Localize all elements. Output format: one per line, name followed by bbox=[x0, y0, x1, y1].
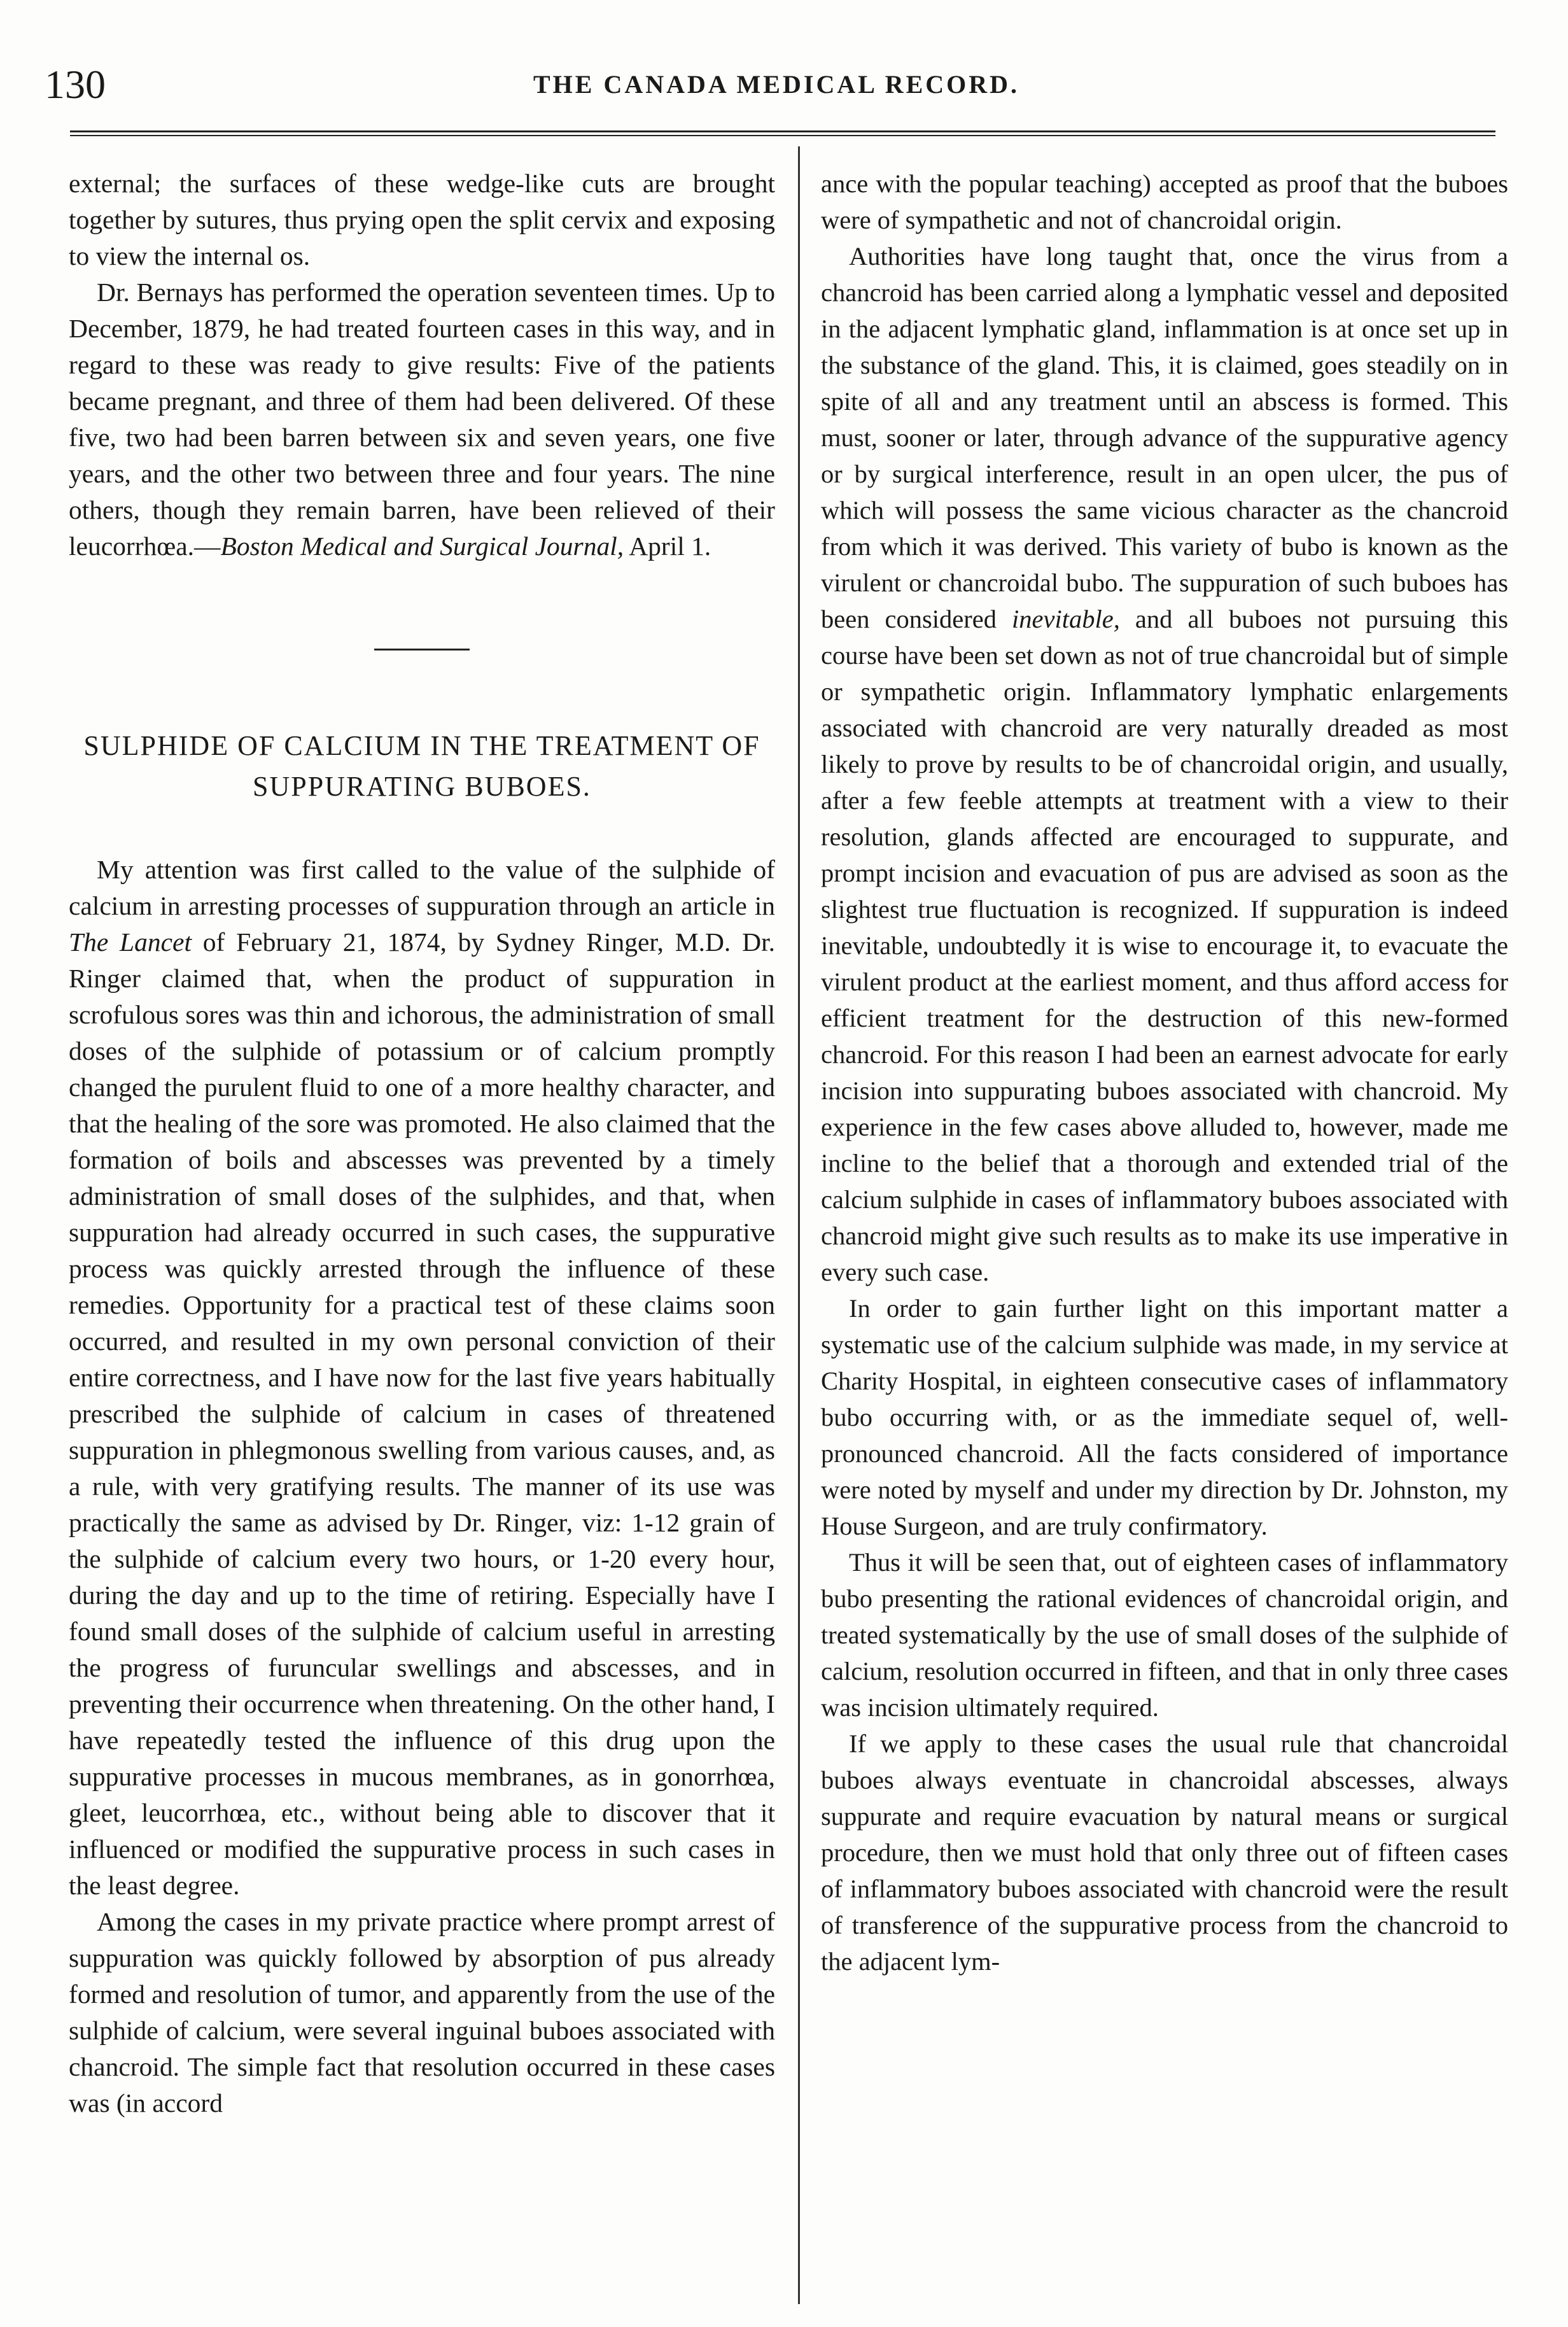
right-column bbox=[821, 165, 1508, 1979]
running-title: THE CANADA MEDICAL RECORD. bbox=[533, 70, 1020, 99]
section-separator bbox=[374, 649, 470, 650]
paragraph: If we apply to these cases the usual rule that chancroidal buboes always eventuate in chancroidal abscesses, always suppurate and require evacuation by natural means or surgical procedure, then we must hold that only three out of fifteen cases of inflammatory buboes associated with chancroid were the result of transference of the suppurative process from the chancroid to the adjacent lym- bbox=[821, 1729, 1508, 1976]
paragraph-text: Authorities have long taught that, once the virus from a chancroid has been carried along a lymphatic vessel and deposited in the adjacent lymphatic gland, inflammation is at once set up in the substance of the gland. This, it is claimed, goes steadily on in spite of all and any treatment until an abscess is formed. This must, sooner or later, through advance of the suppurative agency or by surgical interference, result in an open ulcer, the pus of which will possess the same vicious character as the chancroid from which it was derived. This variety of bubo is known as the virulent or chancroidal bubo. The suppuration of such buboes has been considered bbox=[821, 242, 1508, 633]
paragraph: Thus it will be seen that, out of eighteen cases of inflammatory bubo presenting the rational evidences of chancroidal origin, and treated systematically by the use of small doses of the sulphide of calcium, resolution occurred in fifteen, and that in only three cases was incision ultimately required. bbox=[821, 1548, 1508, 1722]
page-header bbox=[45, 56, 1508, 113]
paragraph: In order to gain further light on this important matter a systematic use of the calcium sulphide was made, in my service at Charity Hospital, in eighteen consecutive cases of inflammatory bubo occurring with, or as the immediate sequel of, well-pronounced chancroid. All the facts considered of importance were noted by myself and under my direction by Dr. Johnston, my House Surgeon, and are truly confirmatory. bbox=[821, 1294, 1508, 1540]
citation: Boston Medical and Surgical Journal, bbox=[220, 531, 624, 561]
left-column bbox=[69, 165, 775, 2121]
journal-name: The Lancet bbox=[69, 927, 192, 957]
paragraph bbox=[821, 238, 1508, 1290]
citation-date: April 1. bbox=[624, 531, 711, 561]
page-number: 130 bbox=[45, 62, 106, 107]
column-divider bbox=[798, 146, 800, 2304]
emphasis: inevitable, bbox=[1012, 605, 1120, 633]
paragraph-text: and all buboes not pursuing this course have been set down as not of true chancroidal but of simple or sympathetic origin. Inflammatory lymphatic enlargements associated with chancroid are very naturally dreaded as most likely to prove by results to be of chancroidal origin, and usually, after a few feeble attempts at treatment with a view to their resolution, glands affected are encouraged to suppurate, and prompt incision and evacuation of pus are advised as soon as the slightest true fluctuation is recognized. If suppuration is indeed inevitable, undoubtedly it is wise to encourage it, to evacuate the virulent product at the earliest moment, and thus afford access for efficient treatment for the destruction of this new-formed chancroid. For this reason I had been an earnest advocate for early incision into suppurating buboes associated with chancroid. My experience in the few cases above alluded to, however, made me incline to the belief that a thorough and extended trial of the calcium sulphide in cases of inflammatory buboes associated with chancroid might give such results as to make its use imperative in every such case. bbox=[821, 605, 1508, 1286]
paragraph-text: Dr. Bernays has performed the operation seventeen times. Up to December, 1879, he had treated fourteen cases in this way, and in regard to these was ready to give results: Five of the patients became pregnant, and three of them had been delivered. Of these five, two had been barren between six and seven years, one five years, and the other two between three and four years. The nine others, though they remain barren, have been relieved of their leucorrhœa.— bbox=[69, 278, 775, 561]
paragraph: external; the surfaces of these wedge-like cuts are brought together by sutures, thus prying open the split cervix and exposing to view the internal os. bbox=[69, 169, 775, 271]
paragraph: Among the cases in my private practice where prompt arrest of suppuration was quickly followed by absorption of pus already formed and resolution of tumor, and apparently from the use of the sulphide of calcium, were several inguinal buboes associated with chancroid. The simple fact that resolution occurred in these cases was (in accord bbox=[69, 1907, 775, 2118]
header-rule bbox=[70, 130, 1495, 136]
paragraph-text: of February 21, 1874, by Sydney Ringer, M.D. Dr. Ringer claimed that, when the product of suppuration in scrofulous sores was thin and ichorous, the administration of small doses of the sulphide of potassium or of calcium promptly changed the purulent fluid to one of a more healthy character, and that the healing of the sore was promoted. He also claimed that the formation of boils and abscesses was prevented by a timely administration of small doses of the sulphides, and that, when suppuration had already occurred in such cases, the suppurative process was quickly arrested through the influence of these remedies. Opportunity for a practical test of these claims soon occurred, and resulted in my own personal conviction of their entire correctness, and I have now for the last five years habitually prescribed the sulphide of calcium in cases of threatened suppuration in phlegmonous swelling from various causes, and, as a rule, with very gratifying results. The manner of its use was practically the same as advised by Dr. Ringer, viz: 1-12 grain of the sulphide of calcium every two hours, or 1-20 every hour, during the day and up to the time of retiring. Especially have I found small doses of the sulphide of calcium useful in arresting the progress of furuncular swellings and abscesses, and in preventing their occurrence when threatening. On the other hand, I have repeatedly tested the influence of this drug upon the suppurative processes in mucous membranes, as in gonorrhœa, gleet, leucorrhœa, etc., without being able to discover that it influenced or modified the suppurative process in such cases in the least degree. bbox=[69, 927, 775, 1900]
section-title: SULPHIDE OF CALCIUM IN THE TREATMENT OF SUPPURATING BUBOES. bbox=[83, 730, 760, 802]
paragraph bbox=[69, 274, 775, 565]
paragraph-text: My attention was first called to the value of the sulphide of calcium in arresting processes of suppuration through an article in bbox=[69, 855, 775, 920]
paragraph bbox=[69, 852, 775, 1904]
paragraph: ance with the popular teaching) accepted as proof that the buboes were of sympathetic and not of chancroidal origin. bbox=[821, 169, 1508, 234]
